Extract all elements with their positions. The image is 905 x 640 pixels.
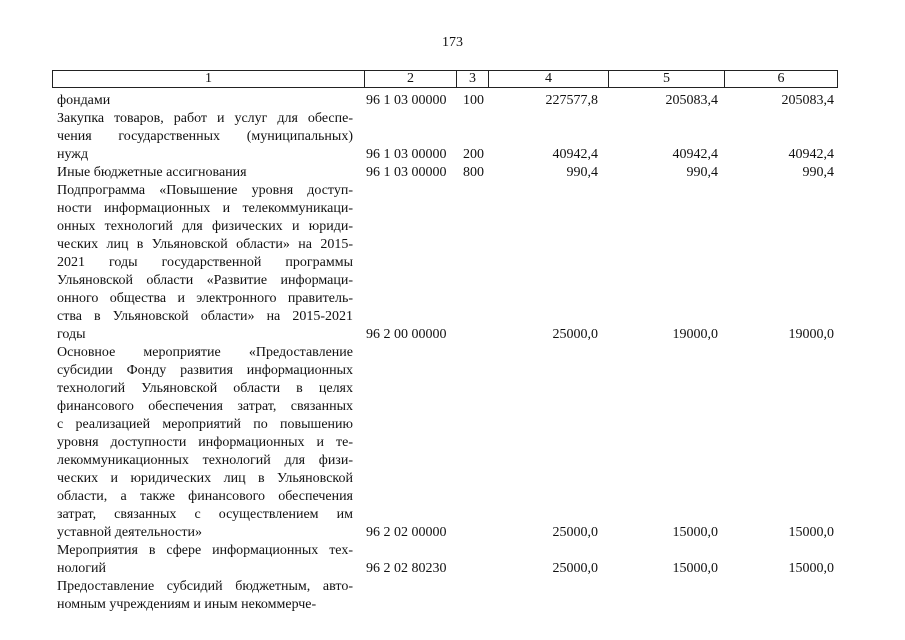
row-value-col4: 990,4 (566, 165, 598, 180)
description-line: субсидии Фонду развития информационных (57, 363, 353, 378)
description-line: уровня доступности информационных и те- (57, 435, 353, 450)
description-line: уставной деятельности» (57, 525, 202, 540)
row-expense-type: 800 (463, 165, 484, 180)
table-header-row (52, 70, 838, 88)
row-code: 96 2 02 80230 (366, 561, 447, 576)
description-line: Подпрограмма «Повышение уровня доступ- (57, 183, 353, 198)
row-value-col6: 40942,4 (788, 147, 834, 162)
description-line: Основное мероприятие «Предоставление (57, 345, 353, 360)
description-line: технологий Ульяновской области в целях (57, 381, 353, 396)
row-value-col4: 227577,8 (545, 93, 598, 108)
row-code: 96 2 02 00000 (366, 525, 447, 540)
description-line: области, а также финансового обеспечения (57, 489, 353, 504)
column-header-6: 6 (777, 71, 785, 86)
description-line: финансового обеспечения затрат, связанных (57, 399, 353, 414)
description-line: нужд (57, 147, 89, 162)
description-line: Мероприятия в сфере информационных тех- (57, 543, 353, 558)
column-header-1: 1 (53, 71, 365, 87)
description-line: затрат, связанных с осуществлением им (57, 507, 353, 522)
row-expense-type: 200 (463, 147, 484, 162)
row-description (57, 344, 353, 542)
description-line: ства в Ульяновской области» на 2015-2021 (57, 309, 353, 324)
description-line: онного общества и электронного правитель- (57, 291, 353, 306)
description-line: ности информационных и телекоммуникаци- (57, 201, 353, 216)
row-code: 96 1 03 00000 (366, 147, 447, 162)
description-line: лекоммуникационных технологий для физи- (57, 453, 353, 468)
row-value-col6: 990,4 (802, 165, 834, 180)
row-value-col4: 25000,0 (552, 561, 598, 576)
column-header-3: 3 (457, 71, 489, 87)
description-line: чения государственных (муниципальных) (57, 129, 353, 144)
description-line: 2021 годы государственной программы (57, 255, 353, 270)
row-value-col5: 990,4 (686, 165, 718, 180)
description-line: Ульяновской области «Развитие информаци- (57, 273, 353, 288)
description-line: Предоставление субсидий бюджетным, авто- (57, 579, 353, 594)
row-value-col4: 25000,0 (552, 525, 598, 540)
description-line: нологий (57, 561, 107, 576)
description-line: ческих и юридических лиц в Ульяновской (57, 471, 353, 486)
row-value-col5: 15000,0 (672, 561, 718, 576)
row-code: 96 2 00 00000 (366, 327, 447, 342)
row-value-col5: 40942,4 (672, 147, 718, 162)
column-header-4: 4 (489, 71, 609, 87)
row-description (57, 92, 353, 110)
row-value-col6: 205083,4 (781, 93, 834, 108)
row-value-col6: 15000,0 (788, 525, 834, 540)
row-value-col6: 15000,0 (788, 561, 834, 576)
description-line: Закупка товаров, работ и услуг для обеспе- (57, 111, 353, 126)
row-description (57, 578, 353, 614)
row-code: 96 1 03 00000 (366, 165, 447, 180)
row-value-col4: 40942,4 (552, 147, 598, 162)
row-value-col5: 15000,0 (672, 525, 718, 540)
row-description (57, 182, 353, 344)
row-value-col5: 19000,0 (672, 327, 718, 342)
row-value-col6: 19000,0 (788, 327, 834, 342)
description-line: онных технологий для физических и юриди- (57, 219, 353, 234)
page-number: 173 (442, 35, 463, 50)
description-line: Иные бюджетные ассигнования (57, 165, 247, 180)
description-line: фондами (57, 93, 111, 108)
row-description (57, 110, 353, 164)
row-code: 96 1 03 00000 (366, 93, 447, 108)
row-description (57, 542, 353, 578)
description-line: номным учреждениям и иным некоммерче- (57, 597, 317, 612)
column-header-5: 5 (609, 71, 725, 87)
row-expense-type: 100 (463, 93, 484, 108)
column-header-2: 2 (365, 71, 457, 87)
description-line: с реализацией мероприятий по повышению (57, 417, 353, 432)
row-value-col5: 205083,4 (665, 93, 718, 108)
description-line: ческих лиц в Ульяновской области» на 2015- (57, 237, 353, 252)
row-description (57, 164, 353, 182)
row-value-col4: 25000,0 (552, 327, 598, 342)
description-line: годы (57, 327, 86, 342)
